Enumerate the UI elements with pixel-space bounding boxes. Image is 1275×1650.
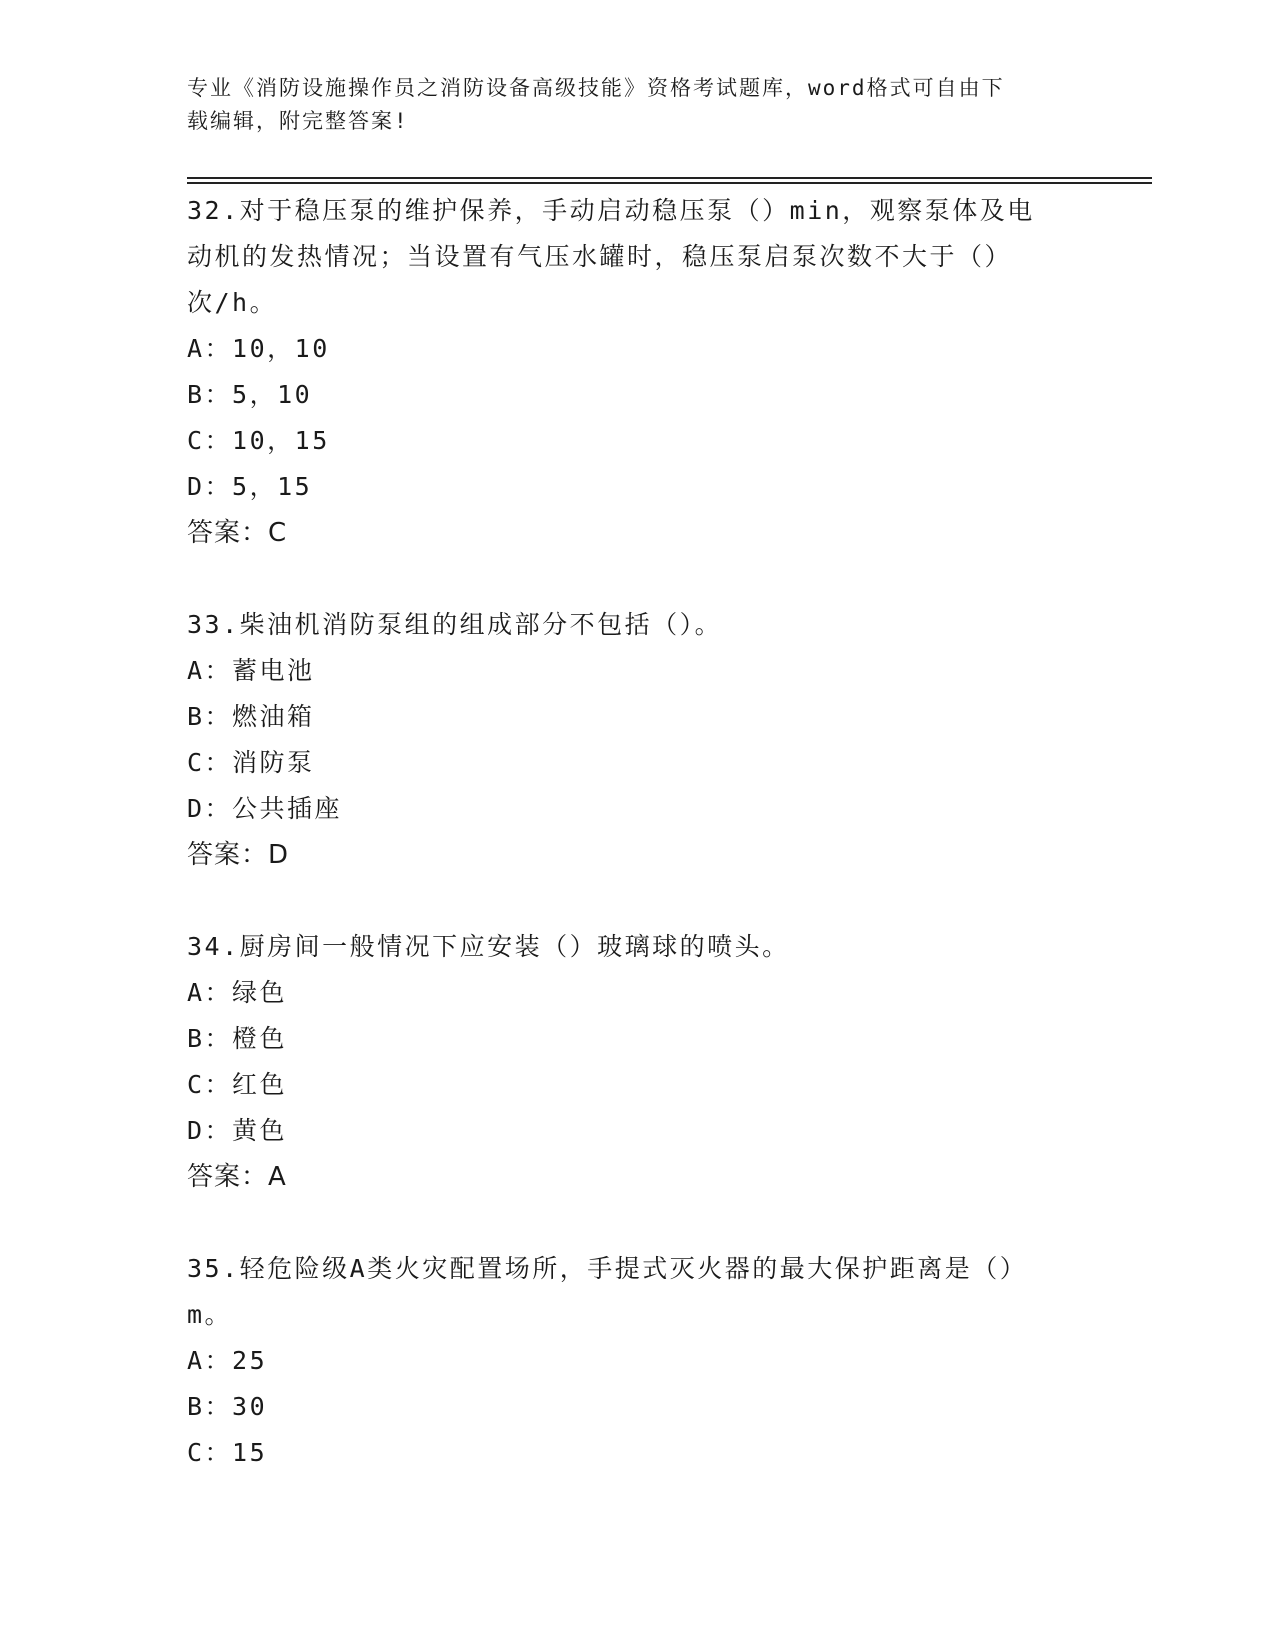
question-35 bbox=[187, 1246, 1067, 1476]
option-c: C：红色 bbox=[187, 1070, 288, 1099]
question-text: 35.轻危险级A类火灾配置场所，手提式灭火器的最大保护距离是（）m。 bbox=[187, 1254, 1028, 1329]
option-b: B：30 bbox=[187, 1392, 268, 1421]
option-d: D：黄色 bbox=[187, 1116, 288, 1145]
header-divider-bottom bbox=[187, 182, 1152, 184]
option-b: B：5，10 bbox=[187, 380, 313, 409]
header-line-2: 载编辑，附完整答案! bbox=[187, 109, 409, 133]
option-b: B：橙色 bbox=[187, 1024, 288, 1053]
question-32 bbox=[187, 188, 1067, 556]
option-c: C：15 bbox=[187, 1438, 268, 1467]
question-33 bbox=[187, 602, 1067, 878]
answer-label: 答案：A bbox=[187, 1162, 287, 1192]
document-header bbox=[187, 72, 1067, 138]
option-d: D：5，15 bbox=[187, 472, 313, 501]
question-text: 32.对于稳压泵的维护保养，手动启动稳压泵（）min，观察泵体及电动机的发热情况；当设置有气压水罐时，稳压泵启泵次数不大于（）次/h。 bbox=[187, 196, 1035, 317]
question-text: 34.厨房间一般情况下应安装（）玻璃球的喷头。 bbox=[187, 932, 790, 961]
header-divider-top bbox=[187, 177, 1152, 179]
answer-label: 答案：D bbox=[187, 840, 290, 870]
question-text: 33.柴油机消防泵组的组成部分不包括（）。 bbox=[187, 610, 723, 639]
option-b: B：燃油箱 bbox=[187, 702, 315, 731]
option-c: C：10，15 bbox=[187, 426, 330, 455]
option-a: A：蓄电池 bbox=[187, 656, 315, 685]
option-a: A：25 bbox=[187, 1346, 268, 1375]
question-34 bbox=[187, 924, 1067, 1200]
option-d: D：公共插座 bbox=[187, 794, 343, 823]
option-c: C：消防泵 bbox=[187, 748, 315, 777]
question-list bbox=[187, 188, 1067, 1522]
option-a: A：绿色 bbox=[187, 978, 288, 1007]
answer-label: 答案：C bbox=[187, 518, 288, 548]
option-a: A：10，10 bbox=[187, 334, 330, 363]
header-line-1: 专业《消防设施操作员之消防设备高级技能》资格考试题库，word格式可自由下 bbox=[187, 76, 1005, 100]
